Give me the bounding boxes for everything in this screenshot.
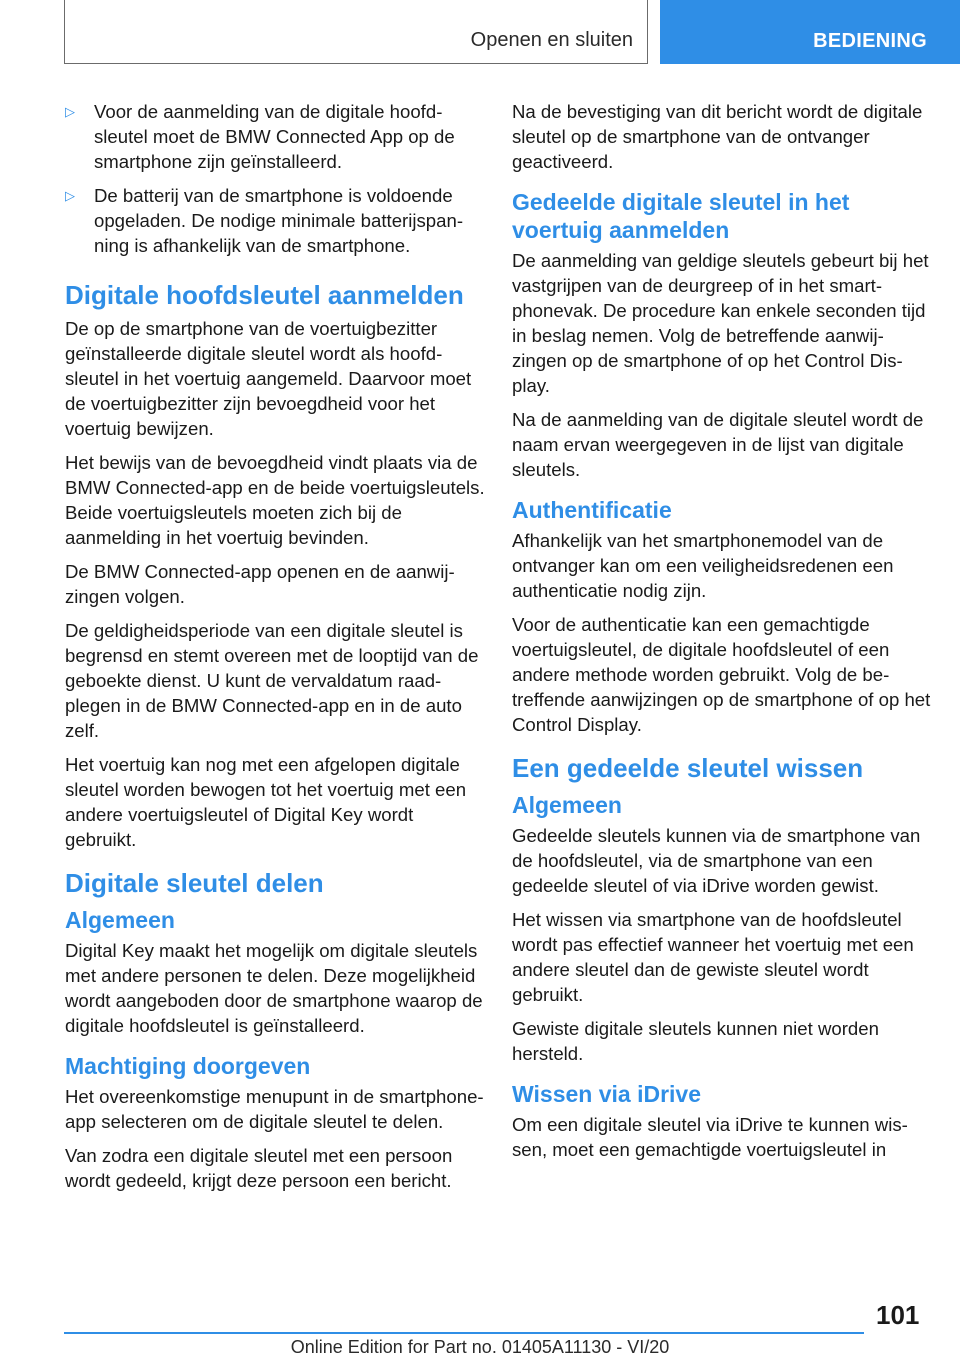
paragraph: Het voertuig kan nog met een afgelopen digitale sleutel worden bewogen tot het voertuig met een andere voertuigsleutel of Digital Key wordt gebruikt. — [65, 754, 467, 850]
subheading-shared-key-register: Gedeelde digitale sleutel in het voertuig aanmelden — [512, 189, 850, 243]
paragraph: Het wissen via smartphone van de hoofdsleutel wordt pas effectief wanneer het voertuig met een andere sleutel dan de gewiste sleutel wordt gebruikt. — [512, 909, 914, 1005]
chapter-tab — [660, 0, 960, 64]
edition-footer: Online Edition for Part no. 01405A11130 - VI/20 — [290, 1337, 670, 1357]
subheading-pass-authorization: Machtiging doorgeven — [65, 1053, 311, 1079]
page-header — [0, 0, 960, 66]
paragraph: Voor de authenticatie kan een gemachtigde voertuigsleutel, de digitale hoofdsleutel of een andere methode worden gebruikt. Volg de betreffende aanwijzingen op de smartphone of op het Control Display. — [512, 614, 931, 735]
page-number: 101 — [876, 1300, 920, 1330]
list-item — [65, 99, 485, 174]
paragraph: Digital Key maakt het mogelijk om digitale sleutels met andere personen te delen. Deze mogelijkheid wordt aangeboden door de smartphone waarop de digitale hoofdsleutel is geïnstalleerd. — [65, 940, 483, 1036]
section-title: Openen en sluiten — [470, 29, 633, 51]
triangle-bullet-icon: ▷ — [65, 104, 75, 119]
paragraph: Het bewijs van de bevoegdheid vindt plaats via de BMW Connected-app en de beide voertuigsleutels. Beide voertuigsleutels moeten zich bij de aanmelding in het voertuig bevinden. — [65, 452, 485, 548]
heading-master-key: Digitale hoofdsleutel aanmelden — [65, 280, 464, 310]
subheading-delete-via-idrive: Wissen via iDrive — [512, 1081, 701, 1107]
paragraph: De BMW Connected-app openen en de aanwijzingen volgen. — [65, 561, 455, 607]
list-item — [65, 183, 485, 258]
paragraph: Om een digitale sleutel via iDrive te kunnen wissen, moet een gemachtigde voertuigsleutel in — [512, 1114, 908, 1160]
paragraph: De op de smartphone van de voertuigbezitter geïnstalleerde digitale sleutel wordt als hoofdsleutel in het voertuig aangemeld. Daarvoor moet de voertuigbezitter zijn bevoegdheid voor het voertuig bewijzen. — [65, 318, 472, 439]
subheading-general: Algemeen — [65, 907, 175, 933]
bullet-text: Voor de aanmelding van de digitale hoofdsleutel moet de BMW Connected App op de smartphone zijn geïnstalleerd. — [94, 101, 455, 172]
paragraph: Van zodra een digitale sleutel met een persoon wordt gedeeld, krijgt deze persoon een bericht. — [65, 1145, 453, 1191]
paragraph: De geldigheidsperiode van een digitale sleutel is begrensd en stemt overeen met de looptijd van de geboekte dienst. U kunt de vervaldatum raadplegen in de BMW Connected-app en in de auto zelf. — [65, 620, 479, 741]
left-column — [65, 99, 485, 1202]
heading-share-key: Digitale sleutel delen — [65, 868, 324, 898]
heading-delete-shared-key: Een gedeelde sleutel wissen — [512, 753, 864, 783]
paragraph: Gewiste digitale sleutels kunnen niet worden hersteld. — [512, 1018, 879, 1064]
footer-divider — [64, 1332, 864, 1334]
paragraph: Afhankelijk van het smartphonemodel van de ontvanger kan om een veiligheidsredenen een authenticatie nodig zijn. — [512, 530, 894, 601]
paragraph: Het overeenkomstige menupunt in de smartphone-app selecteren om de digitale sleutel te delen. — [65, 1086, 484, 1132]
paragraph: Na de bevestiging van dit bericht wordt de digitale sleutel op de smartphone van de ontvanger geactiveerd. — [512, 101, 923, 172]
subheading-general: Algemeen — [512, 792, 622, 818]
paragraph: De aanmelding van geldige sleutels gebeurt bij het vastgrijpen van de deurgreep of in het smartphonevak. De procedure kan enkele seconden tijd in beslag nemen. Volg de betreffende aanwijzingen op de smartphone of op het Control Display. — [512, 250, 929, 396]
right-column — [512, 99, 932, 1171]
paragraph: Gedeelde sleutels kunnen via de smartphone van de hoofdsleutel, via de smartphone van een gedeelde sleutel of via iDrive worden gewist. — [512, 825, 921, 896]
section-tab — [64, 0, 648, 64]
triangle-bullet-icon: ▷ — [65, 188, 75, 203]
chapter-title: BEDIENING — [813, 30, 927, 52]
subheading-authentication: Authentificatie — [512, 497, 672, 523]
paragraph: Na de aanmelding van de digitale sleutel wordt de naam ervan weergegeven in de lijst van digitale sleutels. — [512, 409, 924, 480]
bullet-text: De batterij van de smartphone is voldoende opgeladen. De nodige minimale batterijspanning is afhankelijk van de smartphone. — [94, 185, 464, 256]
